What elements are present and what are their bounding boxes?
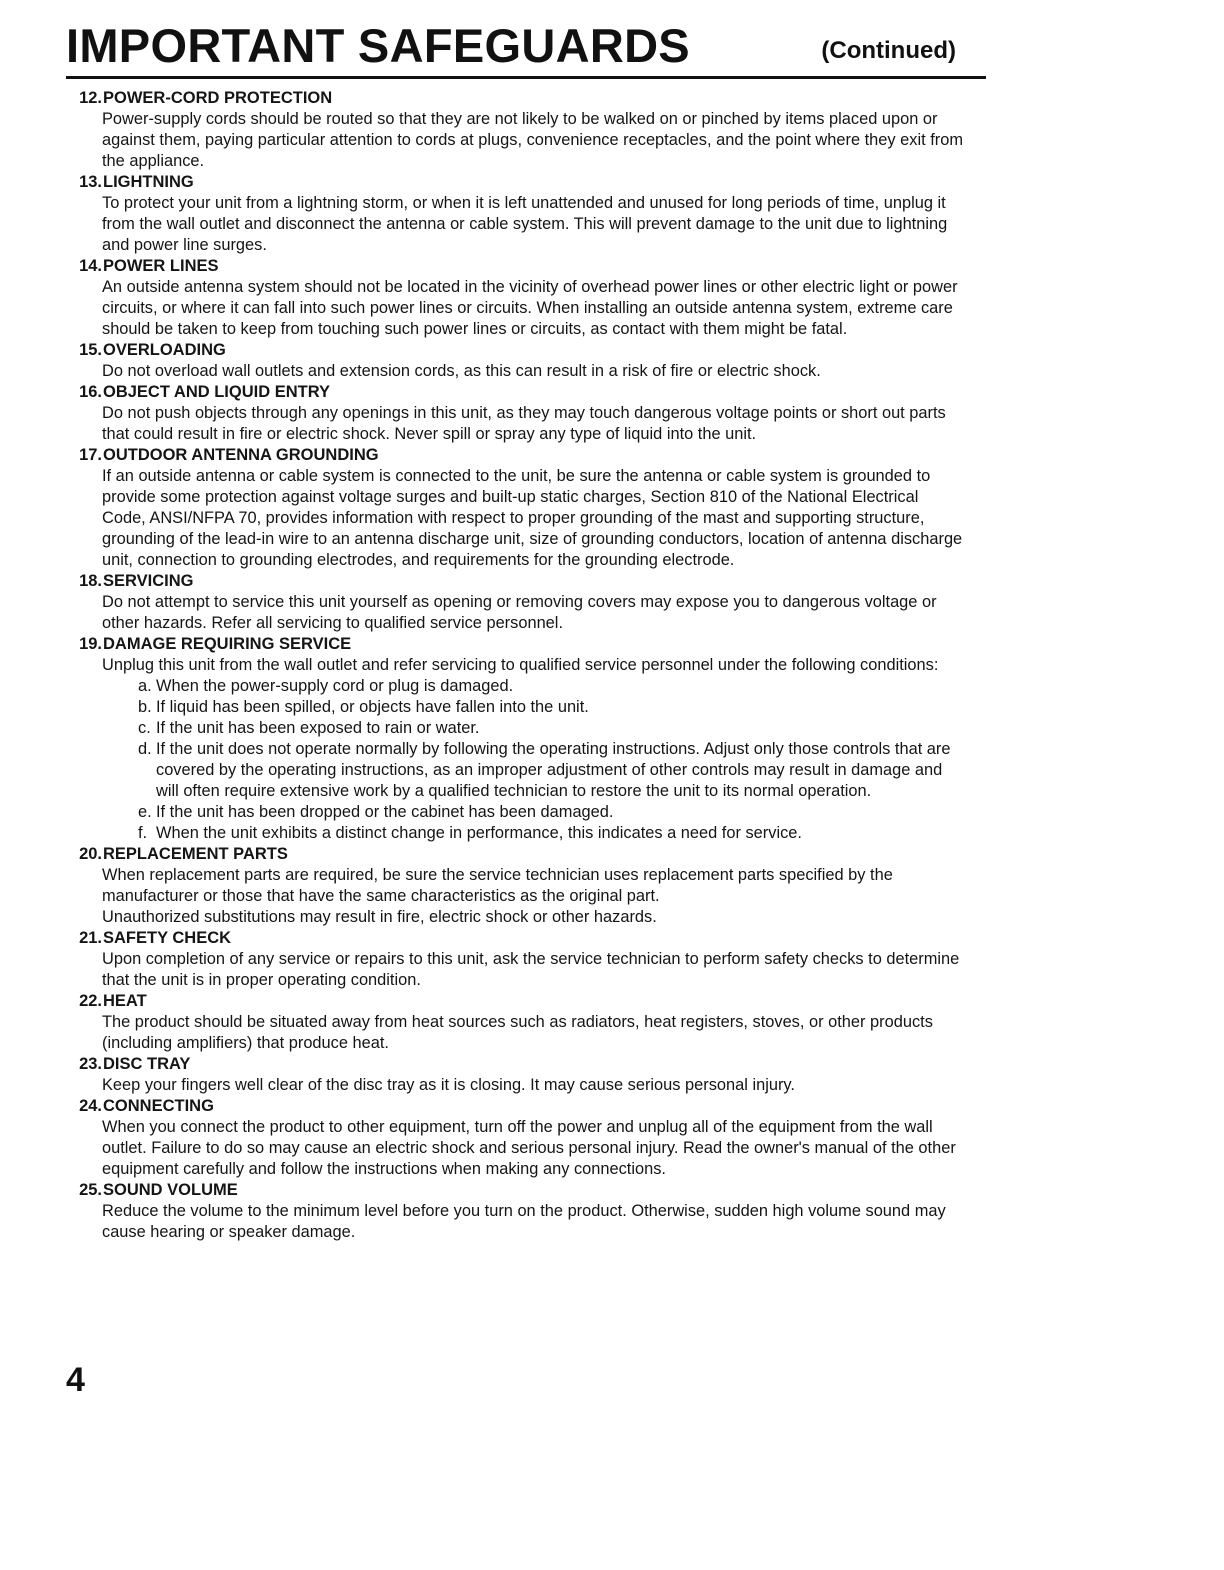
safeguard-paragraph: Power-supply cords should be routed so that they are not likely to be walked on or pinched by items placed upon or against them, paying particular attention to cords at plugs, convenience receptacles, and the point where they exit from the appliance. xyxy=(102,110,964,170)
safeguard-paragraph: When you connect the product to other equipment, turn off the power and unplug all of the equipment from the wall outlet. Failure to do so may cause an electric shock and serious personal injury. Read the owner's manual of the other equipment carefully and follow the instructions when making any connections. xyxy=(102,1118,956,1178)
safeguard-title: CONNECTING xyxy=(103,1097,214,1115)
safeguard-paragraph: Do not overload wall outlets and extension cords, as this can result in a risk of fire or electric shock. xyxy=(102,362,821,380)
safeguard-paragraph: Keep your fingers well clear of the disc tray as it is closing. It may cause serious personal injury. xyxy=(102,1076,795,1094)
safeguard-title: POWER-CORD PROTECTION xyxy=(103,89,333,107)
safeguard-paragraph: The product should be situated away from heat sources such as radiators, heat registers, stoves, or other products (including amplifiers) that produce heat. xyxy=(102,1013,933,1052)
safeguard-item xyxy=(66,88,966,172)
condition-text: If liquid has been spilled, or objects have fallen into the unit. xyxy=(156,698,589,716)
safeguard-heading xyxy=(66,1054,966,1075)
safeguard-heading xyxy=(66,844,966,865)
safeguard-item xyxy=(66,1096,966,1180)
safeguard-number: 14. xyxy=(79,257,102,275)
condition-letter: f. xyxy=(138,824,148,842)
condition-letter: a. xyxy=(138,677,152,695)
safeguard-title: OVERLOADING xyxy=(103,341,226,359)
safeguard-item xyxy=(66,340,966,382)
safeguard-body xyxy=(102,1075,966,1096)
safeguard-title: SAFETY CHECK xyxy=(103,929,232,947)
safeguard-body xyxy=(102,193,966,256)
safeguard-item xyxy=(66,634,966,844)
safeguard-paragraph: Reduce the volume to the minimum level before you turn on the product. Otherwise, sudden high volume sound may cause hearing or speaker damage. xyxy=(102,1202,946,1241)
continued-label: (Continued) xyxy=(821,37,956,64)
safeguard-body xyxy=(102,277,966,340)
safeguard-title: DISC TRAY xyxy=(103,1055,191,1073)
safeguard-title: OBJECT AND LIQUID ENTRY xyxy=(103,383,331,401)
safeguard-heading xyxy=(66,1096,966,1117)
condition-letter: b. xyxy=(138,698,152,716)
condition-text: When the unit exhibits a distinct change in performance, this indicates a need for service. xyxy=(156,824,802,842)
safeguard-heading xyxy=(66,1180,966,1201)
safeguard-item xyxy=(66,928,966,991)
condition-letter: c. xyxy=(138,719,151,737)
condition-letter: e. xyxy=(138,803,152,821)
safeguard-number: 18. xyxy=(79,572,102,590)
condition-item xyxy=(138,697,966,718)
safeguard-body xyxy=(102,1117,966,1180)
safeguard-body xyxy=(102,466,966,571)
safeguard-heading xyxy=(66,991,966,1012)
safeguard-heading xyxy=(66,571,966,592)
safeguard-title: DAMAGE REQUIRING SERVICE xyxy=(103,635,352,653)
condition-list xyxy=(138,676,966,844)
safeguard-title: OUTDOOR ANTENNA GROUNDING xyxy=(103,446,379,464)
safeguard-number: 22. xyxy=(79,992,102,1010)
safeguard-item xyxy=(66,256,966,340)
safeguard-heading xyxy=(66,340,966,361)
safeguard-item xyxy=(66,844,966,928)
safeguard-number: 15. xyxy=(79,341,102,359)
safeguard-body xyxy=(102,949,966,991)
safeguard-item xyxy=(66,991,966,1054)
safeguard-number: 21. xyxy=(79,929,102,947)
safeguard-paragraph: Do not attempt to service this unit yourself as opening or removing covers may expose you to dangerous voltage or other hazards. Refer all servicing to qualified service personnel. xyxy=(102,593,937,632)
safeguard-heading xyxy=(66,88,966,109)
safeguard-heading xyxy=(66,382,966,403)
condition-text: If the unit does not operate normally by following the operating instructions. Adjust only those controls that are covered by the operating instructions, as an improper adjustment of other controls may result in damage and will often require extensive work by a qualified technician to restore the unit to its normal operation. xyxy=(156,740,951,800)
safeguard-heading xyxy=(66,256,966,277)
condition-text: If the unit has been exposed to rain or water. xyxy=(156,719,480,737)
safeguard-body xyxy=(102,403,966,445)
page-number: 4 xyxy=(66,1361,85,1399)
safeguard-number: 12. xyxy=(79,89,102,107)
safeguard-number: 16. xyxy=(79,383,102,401)
safeguard-title: LIGHTNING xyxy=(103,173,194,191)
safeguard-number: 24. xyxy=(79,1097,102,1115)
safeguard-heading xyxy=(66,172,966,193)
safeguard-paragraph: Do not push objects through any openings in this unit, as they may touch dangerous voltage points or short out parts that could result in fire or electric shock. Never spill or spray any type of liquid into the unit. xyxy=(102,404,946,443)
page-header xyxy=(66,18,986,79)
safeguard-number: 20. xyxy=(79,845,102,863)
safeguard-body xyxy=(102,1012,966,1054)
safeguard-paragraph: Unauthorized substitutions may result in fire, electric shock or other hazards. xyxy=(102,908,657,926)
safeguard-paragraph: To protect your unit from a lightning storm, or when it is left unattended and unused for long periods of time, unplug it from the wall outlet and disconnect the antenna or cable system. This will prevent damage to the unit due to lightning and power line surges. xyxy=(102,194,948,254)
safeguard-title: POWER LINES xyxy=(103,257,219,275)
safeguard-paragraph: Upon completion of any service or repairs to this unit, ask the service technician to perform safety checks to determine that the unit is in proper operating condition. xyxy=(102,950,960,989)
safeguard-paragraph: An outside antenna system should not be located in the vicinity of overhead power lines or other electric light or power circuits, or where it can fall into such power lines or circuits. When installing an outside antenna system, extreme care should be taken to keep from touching such power lines or circuits, as contact with them might be fatal. xyxy=(102,278,958,338)
safeguard-paragraph: Unplug this unit from the wall outlet and refer servicing to qualified service personnel under the following conditions: xyxy=(102,656,939,674)
safeguard-heading xyxy=(66,445,966,466)
safeguard-body xyxy=(102,1201,966,1243)
safeguard-body xyxy=(102,361,966,382)
safeguard-item xyxy=(66,1180,966,1243)
page-title: IMPORTANT SAFEGUARDS xyxy=(66,19,690,72)
safeguard-item xyxy=(66,445,966,571)
condition-item xyxy=(138,823,966,844)
safeguard-number: 17. xyxy=(79,446,102,464)
safeguard-title: REPLACEMENT PARTS xyxy=(103,845,288,863)
safeguard-item xyxy=(66,571,966,634)
safeguard-heading xyxy=(66,928,966,949)
safeguard-number: 25. xyxy=(79,1181,102,1199)
safeguard-body xyxy=(102,865,966,928)
safeguard-title: HEAT xyxy=(103,992,147,1010)
safeguard-item xyxy=(66,172,966,256)
safeguard-body xyxy=(102,655,966,844)
safeguard-title: SERVICING xyxy=(103,572,194,590)
safeguards-list xyxy=(66,88,966,1243)
safeguard-number: 13. xyxy=(79,173,102,191)
safeguard-paragraph: If an outside antenna or cable system is connected to the unit, be sure the antenna or cable system is grounded to provide some protection against voltage surges and built-up static charges, Section 810 of the National Electrical Code, ANSI/NFPA 70, provides information with respect to proper grounding of the mast and supporting structure, grounding of the lead-in wire to an antenna discharge unit, size of grounding conductors, location of antenna discharge unit, connection to grounding electrodes, and requirements for the grounding electrode. xyxy=(102,467,963,569)
safeguard-number: 23. xyxy=(79,1055,102,1073)
condition-text: When the power-supply cord or plug is damaged. xyxy=(156,677,514,695)
condition-letter: d. xyxy=(138,740,152,758)
safeguard-number: 19. xyxy=(79,635,102,653)
safeguard-paragraph: When replacement parts are required, be sure the service technician uses replacement parts specified by the manufacturer or those that have the same characteristics as the original part. xyxy=(102,866,893,905)
condition-item xyxy=(138,739,966,802)
safeguard-body xyxy=(102,109,966,172)
safeguard-body xyxy=(102,592,966,634)
safeguard-item xyxy=(66,382,966,445)
condition-item xyxy=(138,718,966,739)
condition-item xyxy=(138,676,966,697)
safeguard-heading xyxy=(66,634,966,655)
safeguard-item xyxy=(66,1054,966,1096)
condition-text: If the unit has been dropped or the cabinet has been damaged. xyxy=(156,803,614,821)
safeguard-title: SOUND VOLUME xyxy=(103,1181,238,1199)
condition-item xyxy=(138,802,966,823)
